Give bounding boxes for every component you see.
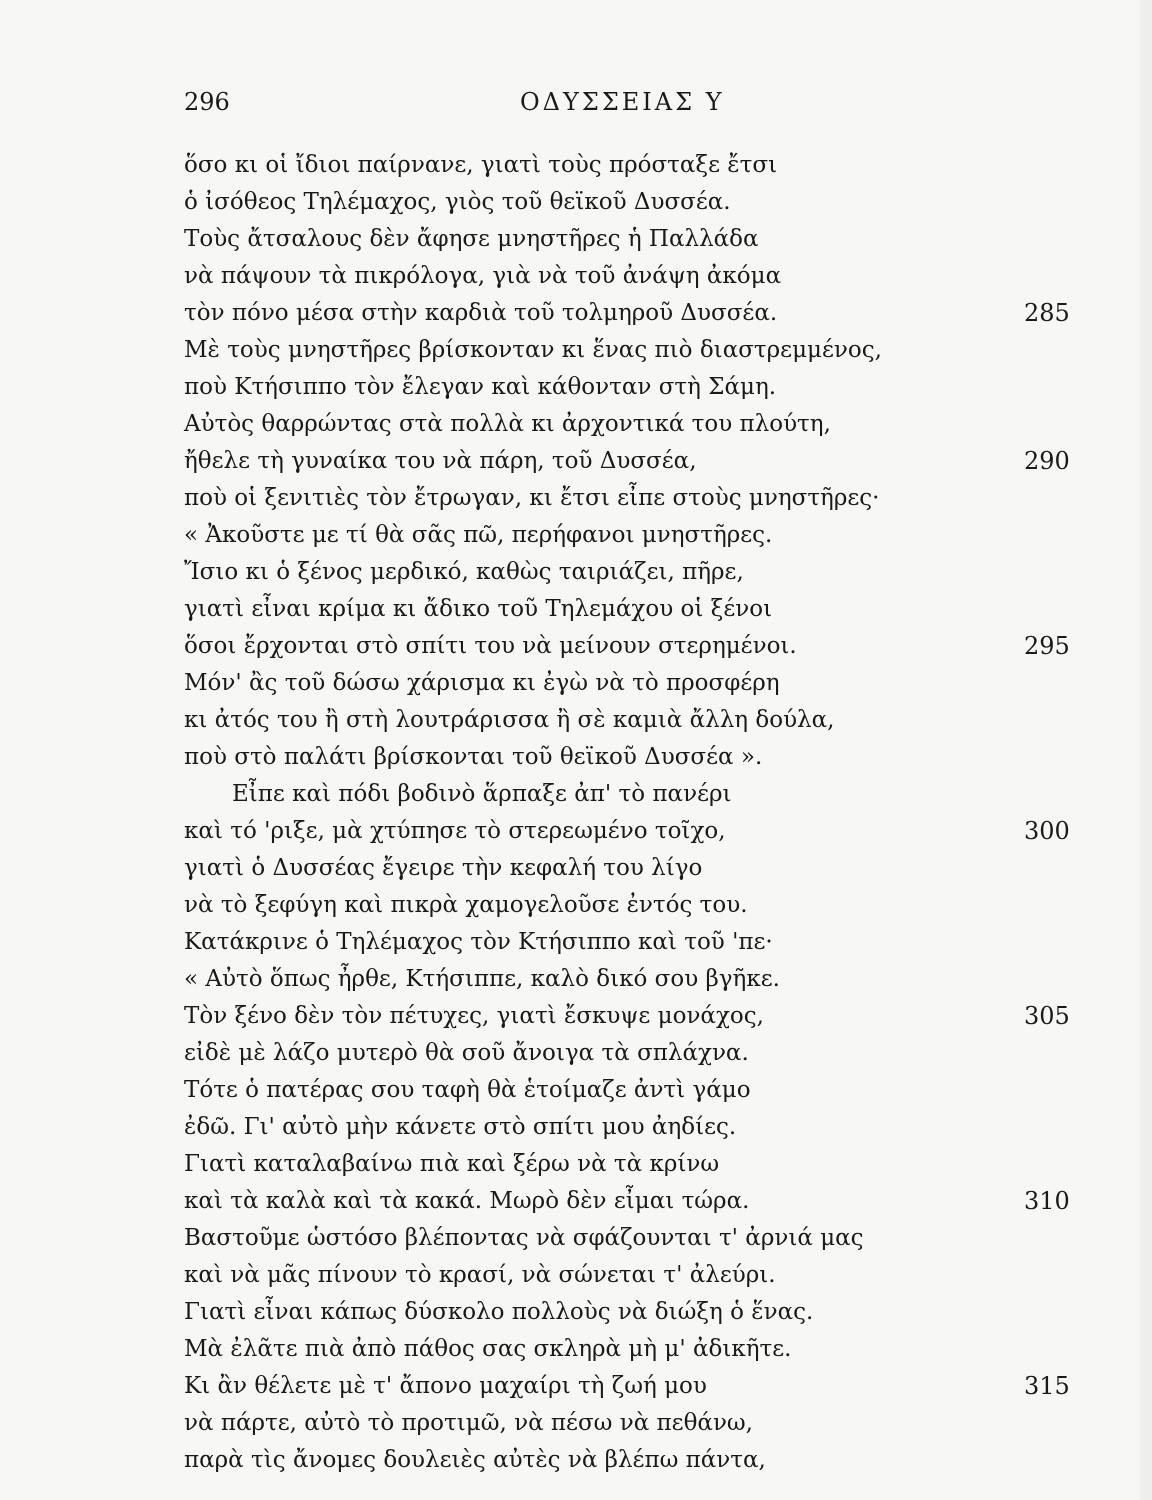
line-number: 295 [1024,632,1070,660]
line-number: 290 [1024,447,1070,475]
verse-line: κι ἀτός του ἢ στὴ λουτράρισσα ἢ σὲ καμιὰ ἄλλη δούλα, [184,707,835,733]
verse-line: Τότε ὁ πατέρας σου ταφὴ θὰ ἑτοίμαζε ἀντὶ γάμο [184,1077,751,1103]
verse-line: Βαστοῦμε ὡστόσο βλέποντας νὰ σφάζουνται τ' ἀρνιά μας [184,1225,864,1251]
running-title: ΟΔΥΣΣΕΙΑΣ Υ [520,88,725,116]
line-number: 285 [1024,299,1070,327]
page-number: 296 [184,88,230,116]
verse-line: ὅσοι ἔρχονται στὸ σπίτι του νὰ μείνουν στερημένοι. [184,633,797,659]
verse-line: καὶ νὰ μᾶς πίνουν τὸ κρασί, νὰ σώνεται τ' ἀλεύρι. [184,1262,776,1288]
verse-line: γιατὶ ὁ Δυσσέας ἔγειρε τὴν κεφαλή του λίγο [184,855,703,881]
line-number: 305 [1024,1002,1070,1030]
verse-line: Μὲ τοὺς μνηστῆρες βρίσκονταν κι ἕνας πιὸ διαστρεμμένος, [184,337,882,363]
verse-line: Αὐτὸς θαρρώντας στὰ πολλὰ κι ἀρχοντικά του πλούτη, [184,411,831,437]
verse-line: « Αὐτὸ ὅπως ἦρθε, Κτήσιππε, καλὸ δικό σου βγῆκε. [184,966,780,992]
verse-line: ὁ ἰσόθεος Τηλέμαχος, γιὸς τοῦ θεϊκοῦ Δυσσέα. [184,189,731,215]
verse-line: Μόν' ἂς τοῦ δώσω χάρισμα κι ἐγὼ νὰ τὸ προσφέρη [184,670,780,696]
verse-line: ἐδῶ. Γι' αὐτὸ μὴν κάνετε στὸ σπίτι μου ἀηδίες. [184,1114,737,1140]
verse-line: ὅσο κι οἱ ἴδιοι παίρνανε, γιατὶ τοὺς πρόσταξε ἔτσι [184,152,778,178]
verse-line: εἰδὲ μὲ λάζο μυτερὸ θὰ σοῦ ἄνοιγα τὰ σπλάχνα. [184,1040,749,1066]
verse-line: Κατάκρινε ὁ Τηλέμαχος τὸν Κτήσιππο καὶ τοῦ 'πε· [184,929,773,955]
verse-line: ἤθελε τὴ γυναίκα του νὰ πάρη, τοῦ Δυσσέα, [184,448,697,474]
line-number: 315 [1024,1372,1070,1400]
verse-line: Ἴσιο κι ὁ ξένος μερδικό, καθὼς ταιριάζει, πῆρε, [184,559,744,585]
verse-line: καὶ τό 'ριξε, μὰ χτύπησε τὸ στερεωμένο τοῖχο, [184,818,726,844]
verse-line: Μὰ ἐλᾶτε πιὰ ἀπὸ πάθος σας σκληρὰ μὴ μ' ἀδικῆτε. [184,1336,792,1362]
verse-line: παρὰ τὶς ἄνομες δουλειὲς αὐτὲς νὰ βλέπω πάντα, [184,1447,766,1473]
verse-line: ποὺ στὸ παλάτι βρίσκονται τοῦ θεϊκοῦ Δυσσέα ». [184,744,763,770]
verse-line: Γιατὶ καταλαβαίνω πιὰ καὶ ξέρω νὰ τὰ κρίνω [184,1151,720,1177]
verse-line: νὰ πάρτε, αὐτὸ τὸ προτιμῶ, νὰ πέσω νὰ πεθάνω, [184,1410,753,1436]
verse-line: νὰ τὸ ξεφύγη καὶ πικρὰ χαμογελοῦσε ἐντός του. [184,892,748,918]
page-edge [1140,0,1152,1500]
verse-line: τὸν πόνο μέσα στὴν καρδιὰ τοῦ τολμηροῦ Δυσσέα. [184,300,778,326]
verse-line: « Ἀκοῦστε με τί θὰ σᾶς πῶ, περήφανοι μνηστῆρες. [184,522,773,548]
verse-line: ποὺ οἱ ξενιτιὲς τὸν ἔτρωγαν, κι ἔτσι εἶπε στοὺς μνηστῆρες· [184,485,880,511]
verse-line: γιατὶ εἶναι κρίμα κι ἄδικο τοῦ Τηλεμάχου οἱ ξένοι [184,596,773,622]
line-number: 300 [1024,817,1070,845]
verse-line: καὶ τὰ καλὰ καὶ τὰ κακά. Μωρὸ δὲν εἶμαι τώρα. [184,1188,750,1214]
verse-line: Κι ἂν θέλετε μὲ τ' ἄπονο μαχαίρι τὴ ζωή μου [184,1373,707,1399]
line-number: 310 [1024,1187,1070,1215]
verse-line: ποὺ Κτήσιππο τὸν ἔλεγαν καὶ κάθονταν στὴ Σάμη. [184,374,777,400]
verse-line: Τοὺς ἄτσαλους δὲν ἄφησε μνηστῆρες ἡ Παλλάδα [184,226,759,252]
verse-line: νὰ πάψουν τὰ πικρόλογα, γιὰ νὰ τοῦ ἀνάψη ἀκόμα [184,263,782,289]
verse-line: Εἶπε καὶ πόδι βοδινὸ ἅρπαξε ἀπ' τὸ πανέρι [232,781,732,807]
verse-line: Τὸν ξένο δὲν τὸν πέτυχες, γιατὶ ἔσκυψε μονάχος, [184,1003,764,1029]
verse-line: Γιατὶ εἶναι κάπως δύσκολο πολλοὺς νὰ διώξη ὁ ἕνας. [184,1299,814,1325]
